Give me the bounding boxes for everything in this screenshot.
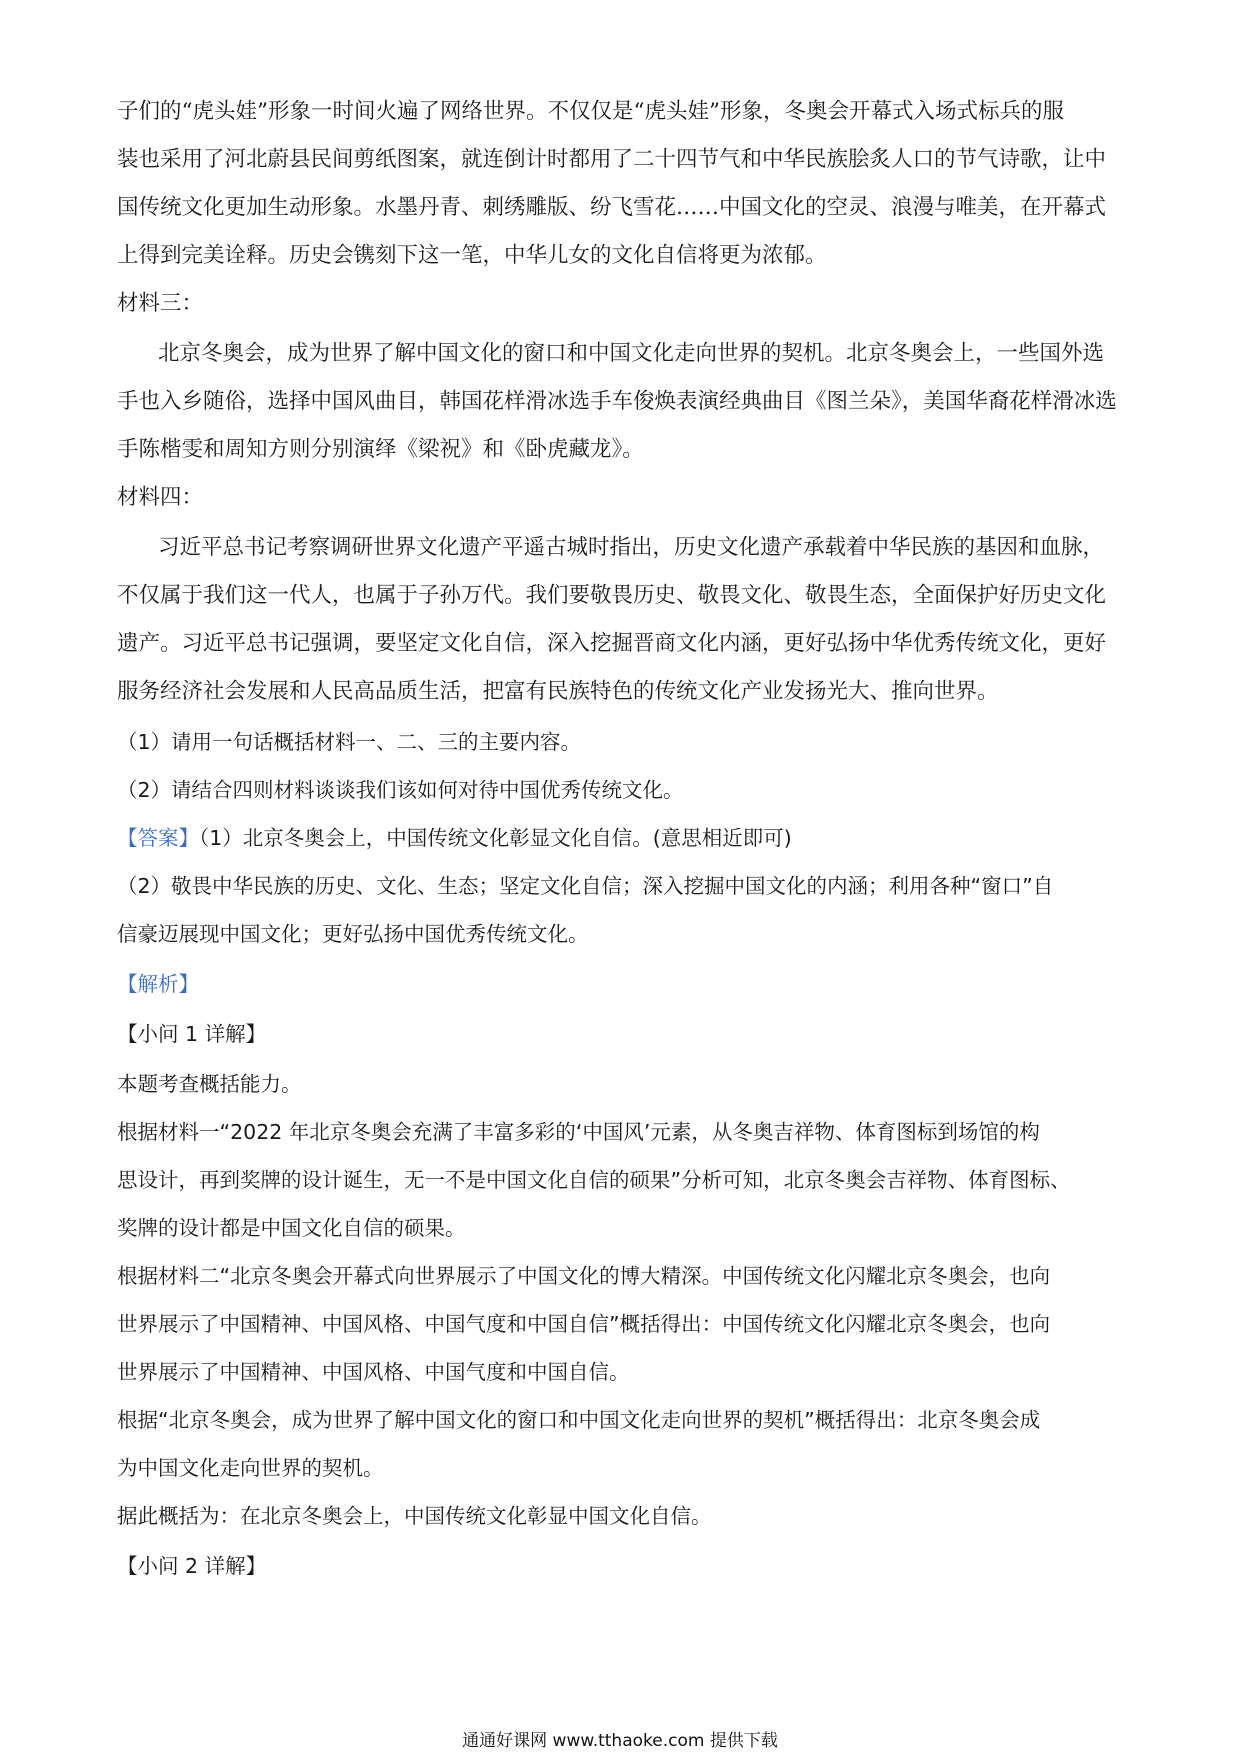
answer-2-line-2: 信豪迈展现中国文化；更好弘扬中国优秀传统文化。 [117,922,589,946]
footer-source: 通通好课网 www.tthaoke.com 提供下载 [462,1731,778,1751]
analysis-line-5: 根据材料二“北京冬奥会开幕式向世界展示了中国文化的博大精深。中国传统文化闪耀北京冬奥会，也向 [117,1264,1051,1288]
analysis-line-2: 根据材料一“2022 年北京冬奥会充满了丰富多彩的‘中国风’元素，从冬奥吉祥物、体育图标到场馆的构 [117,1120,1040,1144]
material3-line-1: 北京冬奥会，成为世界了解中国文化的窗口和中国文化走向世界的契机。北京冬奥会上，一些国外选 [158,341,1105,366]
answer-1: （1）北京冬奥会上，中国传统文化彰显文化自信。(意思相近即可) [199,826,792,850]
material3-line-3: 手陈楷雯和周知方则分别演绎《梁祝》和《卧虎藏龙》。 [117,437,644,462]
analysis-line-10: 据此概括为：在北京冬奥会上，中国传统文化彰显中国文化自信。 [117,1504,712,1528]
material4-line-3: 遗产。习近平总书记强调，要坚定文化自信，深入挖掘晋商文化内涵，更好弘扬中华优秀传统文化，更好 [117,631,1107,656]
answer-label: 【答案】 [117,826,199,850]
question-2: （2）请结合四则材料谈谈我们该如何对待中国优秀传统文化。 [117,778,684,802]
analysis-line-9: 为中国文化走向世界的契机。 [117,1456,384,1480]
material3-line-2: 手也入乡随俗，选择中国风曲目，韩国花样滑冰选手车俊焕表演经典曲目《图兰朵》，美国华裔花样滑冰选 [117,389,1117,414]
analysis-sub1-heading: 【小问 1 详解】 [117,1022,267,1046]
material4-heading: 材料四： [117,485,204,510]
question-1: （1）请用一句话概括材料一、二、三的主要内容。 [117,730,582,754]
material2-line-2: 装也采用了河北蔚县民间剪纸图案，就连倒计时都用了二十四节气和中华民族脍炙人口的节气诗歌，让中 [117,147,1107,172]
analysis-line-3: 思设计，再到奖牌的设计诞生，无一不是中国文化自信的硕果”分析可知，北京冬奥会吉祥物、体育图标、 [117,1168,1071,1192]
material2-line-4: 上得到完美诠释。历史会镌刻下这一笔，中华儿女的文化自信将更为浓郁。 [117,243,827,268]
material4-line-4: 服务经济社会发展和人民高品质生活，把富有民族特色的传统文化产业发扬光大、推向世界。 [117,679,999,704]
analysis-line-1: 本题考查概括能力。 [117,1072,302,1096]
material3-heading: 材料三： [117,291,204,316]
analysis-sub2-heading: 【小问 2 详解】 [117,1554,267,1578]
answer-2-line-1: （2）敬畏中华民族的历史、文化、生态；坚定文化自信；深入挖掘中国文化的内涵；利用各种“窗口”自 [117,874,1054,898]
answer-line-1 [117,824,1132,852]
material4-line-1: 习近平总书记考察调研世界文化遗产平遥古城时指出，历史文化遗产承载着中华民族的基因和血脉， [158,535,1105,560]
analysis-line-8: 根据“北京冬奥会，成为世界了解中国文化的窗口和中国文化走向世界的契机”概括得出：北京冬奥会成 [117,1408,1041,1432]
analysis-line-4: 奖牌的设计都是中国文化自信的硕果。 [117,1216,466,1240]
analysis-label: 【解析】 [117,972,199,996]
material2-line-1: 子们的“虎头娃”形象一时间火遍了网络世界。不仅仅是“虎头娃”形象，冬奥会开幕式入场式标兵的服 [117,99,1064,124]
material2-line-3: 国传统文化更加生动形象。水墨丹青、刺绣雕版、纷飞雪花……中国文化的空灵、浪漫与唯美，在开幕式 [117,195,1107,220]
material4-line-2: 不仅属于我们这一代人，也属于子孙万代。我们要敬畏历史、敬畏文化、敬畏生态，全面保护好历史文化 [117,583,1107,608]
analysis-line-6: 世界展示了中国精神、中国风格、中国气度和中国自信”概括得出：中国传统文化闪耀北京冬奥会，也向 [117,1312,1051,1336]
analysis-line-7: 世界展示了中国精神、中国风格、中国气度和中国自信。 [117,1360,630,1384]
